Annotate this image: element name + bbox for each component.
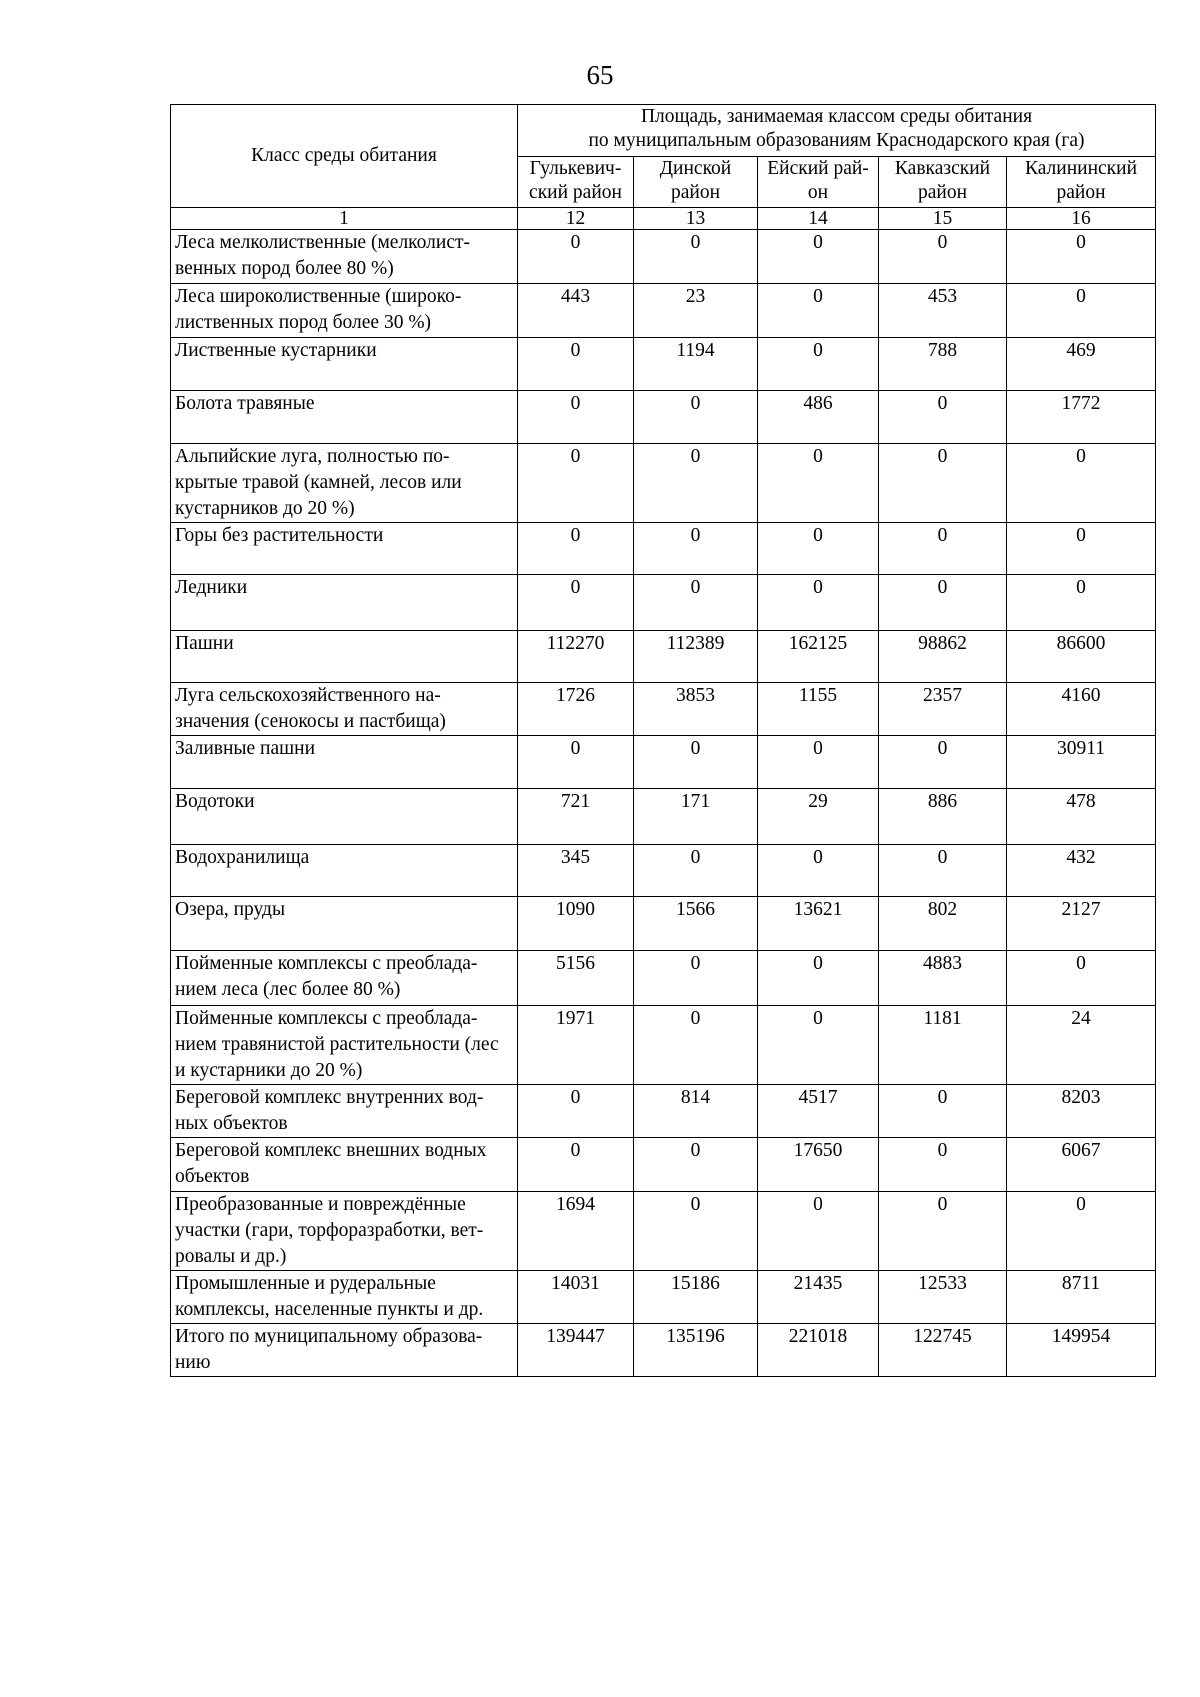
district-header-line1: Калининский (1024, 158, 1138, 179)
area-value: 0 (879, 1085, 1007, 1138)
area-value: 221018 (758, 1324, 879, 1377)
area-value: 0 (879, 845, 1007, 897)
area-value: 112270 (518, 631, 634, 683)
habitat-class-name (171, 230, 518, 284)
habitat-class-name-line: Леса широколиственные (широко- (175, 286, 462, 307)
habitat-class-name-line: кустарников до 20 %) (175, 498, 355, 519)
area-value: 0 (1007, 444, 1156, 523)
table-row (171, 1271, 1156, 1324)
habitat-class-name-line: Горы без растительности (175, 525, 384, 546)
district-header-line1: Ейский рай- (767, 158, 869, 179)
habitat-class-name (171, 789, 518, 845)
table-row (171, 338, 1156, 391)
table-row (171, 845, 1156, 897)
class-column-header: Класс среды обитания (171, 105, 518, 208)
habitat-class-name (171, 1085, 518, 1138)
area-value: 0 (758, 523, 879, 575)
habitat-class-name-line: Береговой комплекс внешних водных (175, 1140, 487, 1161)
area-value: 1566 (634, 897, 758, 951)
area-value: 171 (634, 789, 758, 845)
area-value: 21435 (758, 1271, 879, 1324)
habitat-class-name (171, 1324, 518, 1377)
area-value: 4883 (879, 951, 1007, 1006)
habitat-class-name (171, 631, 518, 683)
area-value: 0 (518, 1085, 634, 1138)
area-value: 86600 (1007, 631, 1156, 683)
area-value: 0 (1007, 1192, 1156, 1271)
area-value: 23 (634, 284, 758, 338)
area-value: 0 (1007, 284, 1156, 338)
table-row (171, 736, 1156, 789)
habitat-class-name-line: значения (сенокосы и пастбища) (175, 711, 446, 732)
district-header-line2: район (917, 182, 968, 203)
area-value: 1772 (1007, 391, 1156, 444)
habitat-class-name-line: Лиственные кустарники (175, 340, 377, 361)
table-row (171, 230, 1156, 284)
district-header (879, 157, 1007, 208)
habitat-class-name-line: Водохранилища (175, 847, 310, 868)
habitat-class-name-line: венных пород более 80 %) (175, 258, 394, 279)
habitat-class-name-line: Луга сельскохозяйственного на- (175, 685, 441, 706)
habitat-class-name-line: Пойменные комплексы с преоблада- (175, 1008, 478, 1029)
area-value: 149954 (1007, 1324, 1156, 1377)
habitat-class-name (171, 845, 518, 897)
table-row (171, 789, 1156, 845)
area-value: 0 (518, 1138, 634, 1192)
area-value: 3853 (634, 683, 758, 736)
area-value: 721 (518, 789, 634, 845)
habitat-class-name (171, 1006, 518, 1085)
habitat-class-name (171, 338, 518, 391)
area-value: 0 (1007, 523, 1156, 575)
area-value: 98862 (879, 631, 1007, 683)
page-number: 65 (586, 60, 614, 90)
table-row (171, 391, 1156, 444)
area-value: 0 (758, 338, 879, 391)
district-header-line1: Кавказский (894, 158, 991, 179)
area-value: 0 (518, 444, 634, 523)
area-value: 0 (634, 736, 758, 789)
area-value: 0 (634, 391, 758, 444)
column-number: 16 (1007, 208, 1156, 230)
area-value: 8711 (1007, 1271, 1156, 1324)
district-header-line2: район (670, 182, 721, 203)
area-group-header-line2: по муниципальным образованиям Краснодарского края (га) (588, 130, 1085, 151)
area-value: 2357 (879, 683, 1007, 736)
area-value: 0 (634, 1138, 758, 1192)
area-value: 0 (758, 444, 879, 523)
area-value: 1194 (634, 338, 758, 391)
habitat-class-name-line: ных объектов (175, 1113, 288, 1134)
table-row (171, 1324, 1156, 1377)
habitat-class-name-line: Альпийские луга, полностью по- (175, 446, 450, 467)
habitat-class-name (171, 391, 518, 444)
area-value: 886 (879, 789, 1007, 845)
habitat-class-name-line: Пойменные комплексы с преоблада- (175, 953, 478, 974)
column-number: 14 (758, 208, 879, 230)
habitat-class-name-line: Ледники (175, 577, 248, 598)
area-value: 0 (518, 736, 634, 789)
area-value: 17650 (758, 1138, 879, 1192)
table-row (171, 683, 1156, 736)
habitat-class-name (171, 444, 518, 523)
district-header (758, 157, 879, 208)
area-value: 0 (879, 1192, 1007, 1271)
area-value: 8203 (1007, 1085, 1156, 1138)
habitat-class-name-line: Итого по муниципальному образова- (175, 1326, 483, 1347)
area-value: 0 (518, 575, 634, 631)
area-value: 0 (879, 444, 1007, 523)
area-value: 802 (879, 897, 1007, 951)
district-header (1007, 157, 1156, 208)
area-value: 112389 (634, 631, 758, 683)
area-value: 788 (879, 338, 1007, 391)
column-number: 12 (518, 208, 634, 230)
area-value: 0 (879, 736, 1007, 789)
area-value: 1181 (879, 1006, 1007, 1085)
habitat-class-name-line: и кустарники до 20 %) (175, 1060, 363, 1081)
area-value: 0 (879, 1138, 1007, 1192)
area-value: 0 (634, 230, 758, 284)
area-value: 0 (634, 1006, 758, 1085)
area-value: 453 (879, 284, 1007, 338)
habitat-class-name (171, 1271, 518, 1324)
habitat-class-name-line: Болота травяные (175, 393, 315, 414)
habitat-class-name-line: нием леса (лес более 80 %) (175, 979, 401, 1000)
area-value: 443 (518, 284, 634, 338)
area-value: 0 (1007, 230, 1156, 284)
habitat-class-name (171, 523, 518, 575)
area-value: 0 (634, 951, 758, 1006)
district-header-line2: он (807, 182, 829, 203)
habitat-class-name-line: объектов (175, 1166, 250, 1187)
habitat-class-name (171, 1192, 518, 1271)
area-value: 122745 (879, 1324, 1007, 1377)
area-value: 30911 (1007, 736, 1156, 789)
area-value: 1090 (518, 897, 634, 951)
table-row (171, 1138, 1156, 1192)
area-value: 0 (634, 444, 758, 523)
area-value: 1694 (518, 1192, 634, 1271)
habitat-class-name (171, 284, 518, 338)
area-value: 0 (879, 230, 1007, 284)
habitat-class-name-line: нием травянистой растительности (лес (175, 1034, 499, 1055)
column-number: 1 (171, 208, 518, 230)
area-value: 4517 (758, 1085, 879, 1138)
area-value: 14031 (518, 1271, 634, 1324)
area-value: 4160 (1007, 683, 1156, 736)
habitat-class-name-line: Заливные пашни (175, 738, 316, 759)
area-group-header (518, 105, 1156, 157)
habitat-class-name-line: ровалы и др.) (175, 1246, 287, 1267)
area-value: 0 (634, 575, 758, 631)
column-number: 13 (634, 208, 758, 230)
area-value: 162125 (758, 631, 879, 683)
area-value: 486 (758, 391, 879, 444)
area-value: 0 (758, 230, 879, 284)
area-value: 0 (758, 845, 879, 897)
habitat-class-name (171, 897, 518, 951)
area-value: 0 (758, 1192, 879, 1271)
habitat-area-table (170, 104, 1156, 1377)
table-row (171, 1085, 1156, 1138)
habitat-class-name (171, 1138, 518, 1192)
habitat-class-name-line: Пашни (175, 633, 234, 654)
area-value: 0 (634, 845, 758, 897)
table-row (171, 1192, 1156, 1271)
area-value: 2127 (1007, 897, 1156, 951)
area-value: 432 (1007, 845, 1156, 897)
habitat-class-name-line: нию (175, 1352, 211, 1373)
table-row (171, 575, 1156, 631)
area-value: 814 (634, 1085, 758, 1138)
area-value: 0 (518, 338, 634, 391)
area-value: 12533 (879, 1271, 1007, 1324)
area-value: 5156 (518, 951, 634, 1006)
area-value: 0 (518, 523, 634, 575)
table-row (171, 444, 1156, 523)
area-value: 0 (1007, 575, 1156, 631)
area-value: 0 (879, 523, 1007, 575)
district-header-line2: район (1056, 182, 1106, 203)
district-header (634, 157, 758, 208)
habitat-class-name-line: комплексы, населенные пункты и др. (175, 1299, 484, 1320)
area-value: 0 (758, 736, 879, 789)
area-value: 0 (518, 391, 634, 444)
area-value: 0 (879, 575, 1007, 631)
table-row (171, 284, 1156, 338)
habitat-class-name-line: участки (гари, торфоразработки, вет- (175, 1220, 484, 1241)
area-value: 1971 (518, 1006, 634, 1085)
area-value: 15186 (634, 1271, 758, 1324)
habitat-class-name (171, 736, 518, 789)
habitat-class-name-line: Промышленные и рудеральные (175, 1273, 436, 1294)
area-value: 469 (1007, 338, 1156, 391)
area-value: 0 (634, 1192, 758, 1271)
area-value: 6067 (1007, 1138, 1156, 1192)
habitat-class-name-line: Преобразованные и повреждённые (175, 1194, 466, 1215)
habitat-class-name-line: крытые травой (камней, лесов или (175, 472, 462, 493)
area-group-header-line1: Площадь, занимаемая классом среды обитания (640, 106, 1033, 127)
area-value: 24 (1007, 1006, 1156, 1085)
district-header-line1: Гулькевич- (529, 158, 622, 179)
table-row (171, 897, 1156, 951)
area-value: 0 (879, 391, 1007, 444)
area-value: 13621 (758, 897, 879, 951)
area-value: 0 (1007, 951, 1156, 1006)
habitat-class-name (171, 683, 518, 736)
area-value: 1726 (518, 683, 634, 736)
habitat-class-name (171, 575, 518, 631)
habitat-class-name-line: Леса мелколиственные (мелколист- (175, 232, 470, 253)
table-row (171, 523, 1156, 575)
area-value: 135196 (634, 1324, 758, 1377)
column-number: 15 (879, 208, 1007, 230)
area-value: 0 (758, 575, 879, 631)
habitat-class-name-line: Береговой комплекс внутренних вод- (175, 1087, 484, 1108)
district-header-line1: Динской (659, 158, 732, 179)
district-header (518, 157, 634, 208)
habitat-class-name (171, 951, 518, 1006)
area-value: 0 (518, 230, 634, 284)
table-row (171, 1006, 1156, 1085)
area-value: 0 (758, 951, 879, 1006)
habitat-class-name-line: лиственных пород более 30 %) (175, 312, 432, 333)
area-value: 478 (1007, 789, 1156, 845)
table-row (171, 631, 1156, 683)
area-value: 0 (634, 523, 758, 575)
area-value: 345 (518, 845, 634, 897)
area-value: 0 (758, 284, 879, 338)
habitat-class-name-line: Водотоки (175, 791, 255, 812)
area-value: 29 (758, 789, 879, 845)
area-value: 139447 (518, 1324, 634, 1377)
habitat-class-name-line: Озера, пруды (175, 899, 286, 920)
district-header-line2: ский район (529, 182, 622, 203)
table-row (171, 951, 1156, 1006)
area-value: 0 (758, 1006, 879, 1085)
area-value: 1155 (758, 683, 879, 736)
